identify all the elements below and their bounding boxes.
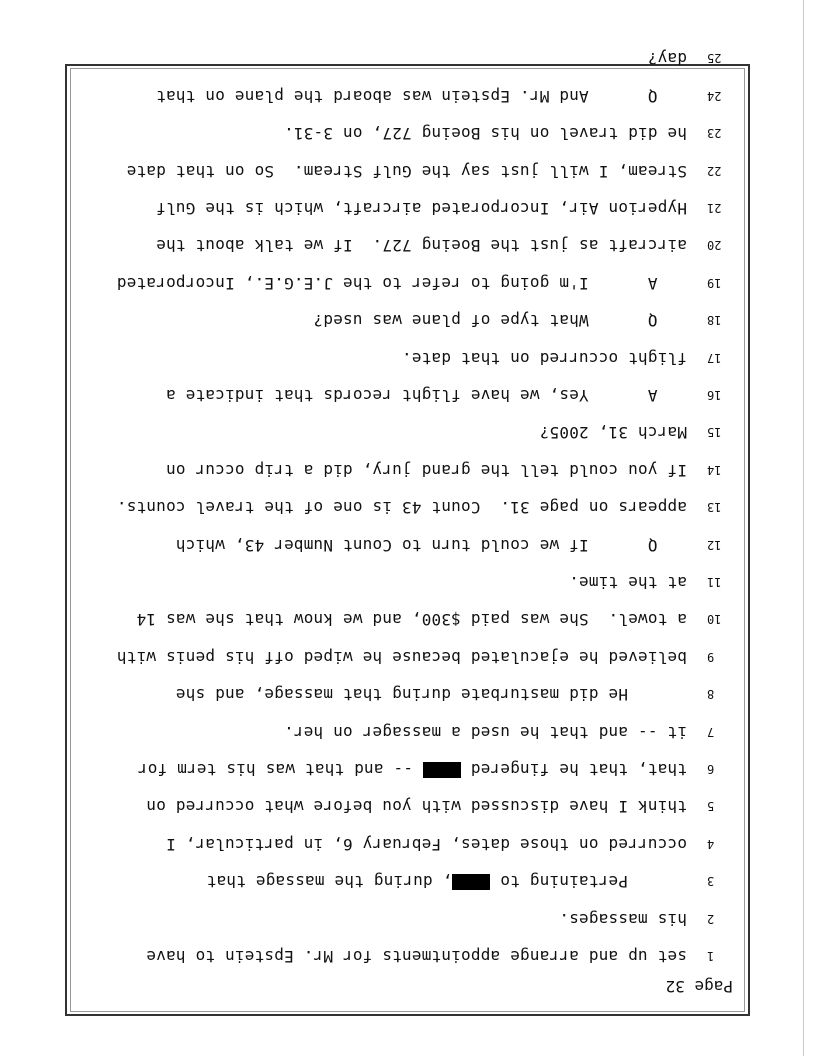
line-number: 3 <box>707 874 715 888</box>
line-text-before-redaction: Pertaining to <box>490 872 687 891</box>
line-number: 10 <box>707 612 722 626</box>
line-text-before-redaction: that, that he fingered <box>460 760 687 779</box>
line-text: Q And Mr. Epstein was aboard the plane on that <box>156 87 687 106</box>
line-text: he did travel on his Boeing 727, on 3-31. <box>283 124 687 143</box>
line-number: 16 <box>707 388 722 402</box>
transcript-line <box>0 907 817 931</box>
transcript-line <box>0 420 817 444</box>
line-number: 11 <box>707 575 722 589</box>
page-number: Page 32 <box>665 977 733 996</box>
redaction-box <box>452 874 490 890</box>
transcript-line <box>0 84 817 108</box>
transcript-line <box>0 159 817 183</box>
line-text: flight occurred on that date. <box>401 349 687 368</box>
transcript-line <box>0 869 817 893</box>
line-number: 5 <box>707 799 715 813</box>
transcript-line <box>0 757 817 781</box>
line-text-after-redaction: , during the massage that <box>206 872 453 891</box>
transcript-line <box>0 308 817 332</box>
line-number: 17 <box>707 351 722 365</box>
line-number: 9 <box>707 650 715 664</box>
line-text: his massages. <box>559 910 687 929</box>
transcript-line <box>0 271 817 295</box>
line-text: at the time. <box>569 573 687 592</box>
line-number: 15 <box>707 425 722 439</box>
line-text: it -- and that he used a massager on her. <box>283 723 687 742</box>
line-number: 18 <box>707 313 722 327</box>
line-text: a towel. She was paid $300, and we know that she was 14 <box>136 610 687 629</box>
line-text: occurred on those dates, February 6, in particular, I <box>165 835 687 854</box>
transcript-line <box>0 495 817 519</box>
transcript-line <box>0 196 817 220</box>
line-text <box>207 869 687 893</box>
line-text: set up and arrange appointments for Mr. Epstein to have <box>146 947 687 966</box>
line-text: He did masturbate during that massage, and she <box>175 685 687 704</box>
line-number: 21 <box>707 201 722 215</box>
line-text: day? <box>647 49 687 68</box>
transcript-line <box>0 346 817 370</box>
line-number: 20 <box>707 238 722 252</box>
line-text: believed he ejaculated because he wiped off his penis with <box>116 648 687 667</box>
line-text: Hyperion Air, Incorporated aircraft, which is the Gulf <box>156 199 687 218</box>
transcript-line <box>0 383 817 407</box>
line-text: aircraft as just the Boeing 727. If we talk about the <box>156 236 687 255</box>
line-number: 13 <box>707 500 722 514</box>
redaction-box <box>423 762 461 778</box>
line-number: 22 <box>707 164 722 178</box>
line-text: think I have discussed with you before what occurred on <box>146 797 687 816</box>
line-number: 25 <box>707 51 722 65</box>
transcript-line <box>0 794 817 818</box>
line-text: A Yes, we have flight records that indicate a <box>165 386 687 405</box>
line-text: Q If we could turn to Count Number 43, which <box>175 536 687 555</box>
transcript-line <box>0 682 817 706</box>
line-text <box>138 757 687 781</box>
line-number: 23 <box>707 126 722 140</box>
line-number: 6 <box>707 762 715 776</box>
line-text: Q What type of plane was used? <box>313 311 687 330</box>
line-text: appears on page 31. Count 43 is one of the travel counts. <box>116 498 687 517</box>
line-number: 4 <box>707 837 715 851</box>
transcript-line <box>0 607 817 631</box>
line-number: 14 <box>707 463 722 477</box>
line-text: March 31, 2005? <box>539 423 687 442</box>
transcript-line <box>0 458 817 482</box>
transcript-line <box>0 46 817 70</box>
line-text: Stream, I will just say the Gulf Stream. So on that date <box>126 162 687 181</box>
line-text: If you could tell the grand jury, did a trip occur on <box>165 461 687 480</box>
line-text: A I'm going to refer to the J.E.G.E., Incorporated <box>116 274 687 293</box>
transcript-line <box>0 645 817 669</box>
line-text-after-redaction: -- and that was his term for <box>137 760 423 779</box>
line-number: 12 <box>707 538 722 552</box>
line-number: 8 <box>707 687 715 701</box>
line-number: 1 <box>707 949 715 963</box>
line-number: 2 <box>707 912 715 926</box>
line-number: 19 <box>707 276 722 290</box>
transcript-line <box>0 944 817 968</box>
transcript-line <box>0 233 817 257</box>
transcript-line <box>0 832 817 856</box>
transcript-line <box>0 720 817 744</box>
line-number: 7 <box>707 725 715 739</box>
transcript-line <box>0 570 817 594</box>
transcript-line <box>0 533 817 557</box>
transcript-line <box>0 121 817 145</box>
line-number: 24 <box>707 89 722 103</box>
